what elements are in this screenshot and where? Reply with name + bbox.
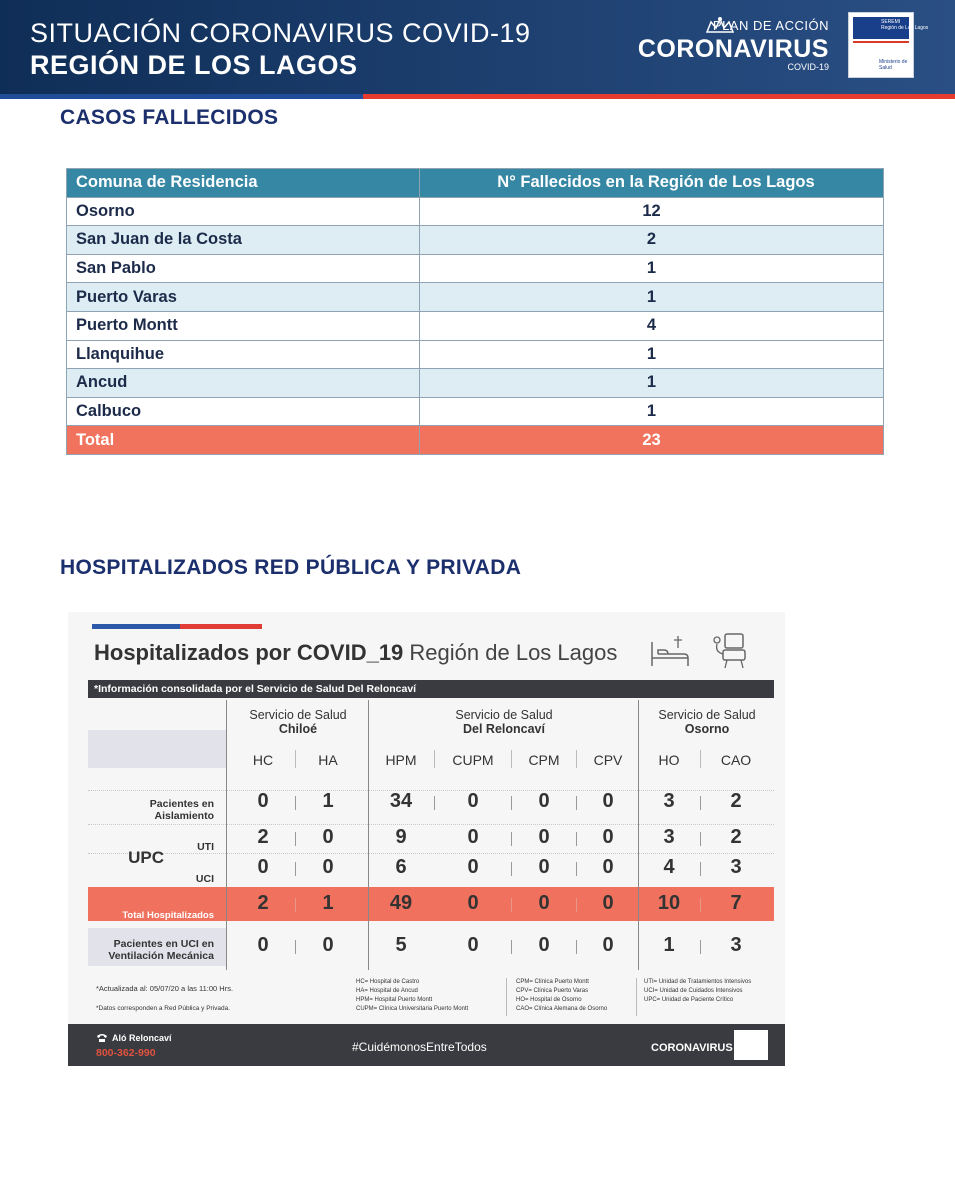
pipe [700, 750, 701, 768]
comuna-cell: Calbuco [67, 397, 420, 426]
table-row [67, 397, 884, 426]
value-ventilacion-ho: 1 [663, 934, 675, 956]
value-ventilacion-hpm: 5 [395, 934, 407, 956]
value-pipe [295, 898, 296, 912]
accent-bar-red [180, 624, 262, 629]
hospital-bed-icon [648, 632, 692, 670]
legend-hospitals-1 [356, 978, 468, 1014]
column-header-fallecidos: N° Fallecidos en la Región de Los Lagos [420, 169, 884, 198]
table-row [67, 311, 884, 340]
value-aislamiento-ho: 3 [663, 790, 675, 812]
header-banner [0, 0, 955, 98]
value-uti-ho: 3 [663, 826, 675, 848]
legend-item: CUPM= Clínica Universitaria Puerto Montt [356, 1006, 469, 1012]
accent-bar-blue [92, 624, 180, 629]
legend-item: UTI= Unidad de Tratamientos Intensivos [644, 979, 752, 985]
column-header-cao: CAO [720, 752, 752, 768]
value-aislamiento-cao: 2 [730, 790, 742, 812]
value-uti-ha: 0 [322, 826, 334, 848]
table-row [67, 254, 884, 283]
phone-icon [96, 1033, 108, 1043]
value-pipe [511, 940, 512, 954]
updated-note: *Actualizada al: 05/07/20 a las 11:00 Hrs. [96, 984, 234, 993]
column-header-ha: HA [318, 752, 338, 768]
deaths-table [66, 168, 884, 455]
value-total-cao: 7 [730, 892, 742, 914]
total-row [67, 426, 884, 455]
data-note: *Datos corresponden a Red Pública y Privada. [96, 1005, 231, 1012]
comuna-cell: San Pablo [67, 254, 420, 283]
plan-sub-label: COVID-19 [787, 62, 829, 72]
legend-item: UCI= Unidad de Cuidados Intensivos [644, 988, 743, 994]
service-reloncavi [370, 708, 638, 736]
legend-item: HPM= Hospital Puerto Montt [356, 997, 433, 1003]
value-total-hc: 2 [257, 892, 269, 914]
table-row [67, 283, 884, 312]
deaths-table-header [67, 169, 884, 198]
service-line1: Servicio de Salud [658, 708, 756, 722]
legend-item: HO= Hospital de Osorno [516, 997, 582, 1003]
legend-item: HC= Hospital de Castro [356, 979, 420, 985]
value-total-cupm: 0 [467, 892, 479, 914]
value-uti-cpm: 0 [538, 826, 550, 848]
service-line1: Servicio de Salud [455, 708, 553, 722]
value-aislamiento-cupm: 0 [467, 790, 479, 812]
total-value: 23 [420, 426, 884, 455]
fallecidos-cell: 1 [420, 397, 884, 426]
legend-item: CPV= Clínica Puerto Varas [516, 988, 589, 994]
infographic-title [94, 640, 617, 666]
hospitalized-infographic [68, 612, 785, 1066]
value-ventilacion-cao: 3 [730, 934, 742, 956]
footer-government-logo [734, 1030, 768, 1060]
legend-item: CPM= Clínica Puerto Montt [516, 979, 589, 985]
comuna-cell: Puerto Montt [67, 311, 420, 340]
column-header-hpm: HPM [385, 752, 417, 768]
legend-hospitals-2 [516, 978, 607, 1014]
value-pipe [576, 832, 577, 846]
value-uci-ho: 4 [663, 856, 675, 878]
column-header-ho: HO [658, 752, 680, 768]
value-pipe [295, 796, 296, 810]
service-line1: Servicio de Salud [249, 708, 347, 722]
value-pipe [576, 940, 577, 954]
infographic-title-bold: Hospitalizados por COVID_19 [94, 640, 404, 665]
fallecidos-cell: 12 [420, 197, 884, 226]
value-aislamiento-ha: 1 [322, 790, 334, 812]
fallecidos-cell: 2 [420, 226, 884, 255]
value-aislamiento-hc: 0 [257, 790, 269, 812]
ventilator-icon [713, 630, 753, 670]
divider [368, 700, 369, 970]
plan-top-label: PLAN DE ACCIÓN [712, 18, 829, 33]
fallecidos-cell: 1 [420, 283, 884, 312]
total-label: Total [67, 426, 420, 455]
value-pipe [700, 862, 701, 876]
legend-units [644, 978, 751, 1005]
value-uci-cpv: 0 [602, 856, 614, 878]
row-separator [88, 853, 774, 854]
row-label-upc: UPC [128, 848, 164, 867]
value-aislamiento-cpv: 0 [602, 790, 614, 812]
pipe [295, 750, 296, 768]
column-header-cpm: CPM [528, 752, 560, 768]
value-ventilacion-cpm: 0 [538, 934, 550, 956]
footer-hashtag: #CuidémonosEntreTodos [352, 1040, 487, 1054]
government-logo [848, 12, 929, 78]
value-pipe [576, 796, 577, 810]
header-title-line1: SITUACIÓN CORONAVIRUS COVID-19 [30, 18, 531, 48]
value-pipe [295, 862, 296, 876]
value-pipe [700, 832, 701, 846]
row-label-uci: UCI [195, 873, 214, 885]
value-uci-ha: 0 [322, 856, 334, 878]
footer-phone-number: 800-362-990 [96, 1047, 156, 1059]
value-ventilacion-ha: 0 [322, 934, 334, 956]
comuna-cell: Osorno [67, 197, 420, 226]
service-chiloe [228, 708, 368, 736]
value-uci-cao: 3 [730, 856, 742, 878]
legend-divider [636, 978, 637, 1016]
header-stripe [0, 94, 955, 99]
legend-item: CAO= Clínica Alemana de Osorno [516, 1006, 608, 1012]
value-pipe [700, 940, 701, 954]
value-pipe [295, 832, 296, 846]
value-total-cpv: 0 [602, 892, 614, 914]
value-pipe [700, 796, 701, 810]
value-aislamiento-hpm: 34 [389, 790, 413, 812]
value-pipe [511, 832, 512, 846]
value-aislamiento-cpm: 0 [538, 790, 550, 812]
table-row [67, 197, 884, 226]
gov-logo-top-text: SEREMI Región de Los Lagos [881, 19, 929, 31]
service-name: Del Reloncaví [463, 722, 545, 736]
value-uti-hc: 2 [257, 826, 269, 848]
plan-main-label: CORONAVIRUS [637, 35, 829, 63]
value-pipe [576, 862, 577, 876]
column-header-hc: HC [252, 752, 274, 768]
value-pipe [295, 940, 296, 954]
hosp-section-title: HOSPITALIZADOS RED PÚBLICA Y PRIVADA [60, 556, 522, 579]
comuna-cell: San Juan de la Costa [67, 226, 420, 255]
value-uti-hpm: 9 [395, 826, 407, 848]
plan-accion-logo [637, 14, 835, 74]
value-total-ho: 10 [657, 892, 681, 914]
value-uci-cpm: 0 [538, 856, 550, 878]
row-label-total: Total Hospitalizados [122, 910, 214, 921]
value-uci-hc: 0 [257, 856, 269, 878]
value-pipe [576, 898, 577, 912]
infographic-title-region: Región de Los Lagos [409, 640, 618, 665]
deaths-section-title: CASOS FALLECIDOS [60, 106, 279, 129]
comuna-cell: Puerto Varas [67, 283, 420, 312]
service-name: Chiloé [278, 722, 318, 736]
value-pipe [511, 898, 512, 912]
value-uti-cupm: 0 [467, 826, 479, 848]
table-row [67, 340, 884, 369]
legend-item: UPC= Unidad de Paciente Crítico [644, 997, 734, 1003]
comuna-cell: Ancud [67, 369, 420, 398]
value-uti-cpv: 0 [602, 826, 614, 848]
pipe [434, 750, 435, 768]
legend-item: HA= Hospital de Ancud [356, 988, 418, 994]
column-header-cupm: CUPM [452, 752, 494, 768]
row-label-ventilacion: Pacientes en UCI en Ventilación Mecánica [108, 938, 214, 962]
value-pipe [511, 796, 512, 810]
gov-logo-bottom-text: Ministerio de Salud [879, 59, 908, 71]
label-band [88, 730, 226, 768]
comuna-cell: Llanquihue [67, 340, 420, 369]
row-separator [88, 824, 774, 825]
value-uti-cao: 2 [730, 826, 742, 848]
footer-phone-label: Aló Reloncaví [112, 1033, 172, 1043]
fallecidos-cell: 1 [420, 369, 884, 398]
value-pipe [511, 862, 512, 876]
service-osorno [640, 708, 774, 736]
row-label-aislamiento: Pacientes en Aislamiento [149, 798, 214, 822]
fallecidos-cell: 4 [420, 311, 884, 340]
fallecidos-cell: 1 [420, 340, 884, 369]
value-total-ha: 1 [322, 892, 334, 914]
row-label-uti: UTI [197, 841, 214, 853]
fallecidos-cell: 1 [420, 254, 884, 283]
footer-brand: CORONAVIRUS [651, 1042, 733, 1054]
value-ventilacion-cupm: 0 [467, 934, 479, 956]
divider [638, 700, 639, 970]
value-uci-cupm: 0 [467, 856, 479, 878]
info-note-bar: *Información consolidada por el Servicio de Salud Del Reloncaví [88, 680, 774, 698]
legend-divider [506, 978, 507, 1016]
value-ventilacion-cpv: 0 [602, 934, 614, 956]
column-header-comuna: Comuna de Residencia [67, 169, 420, 198]
value-pipe [434, 796, 435, 810]
pipe [511, 750, 512, 768]
value-pipe [700, 898, 701, 912]
table-row [67, 369, 884, 398]
value-ventilacion-hc: 0 [257, 934, 269, 956]
value-total-cpm: 0 [538, 892, 550, 914]
divider [226, 700, 227, 970]
column-header-cpv: CPV [593, 752, 623, 768]
value-total-hpm: 49 [389, 892, 413, 914]
table-row [67, 226, 884, 255]
service-name: Osorno [684, 722, 730, 736]
infographic-footer [68, 1024, 785, 1066]
value-uci-hpm: 6 [395, 856, 407, 878]
pipe [576, 750, 577, 768]
header-title-line2: REGIÓN DE LOS LAGOS [30, 50, 358, 80]
